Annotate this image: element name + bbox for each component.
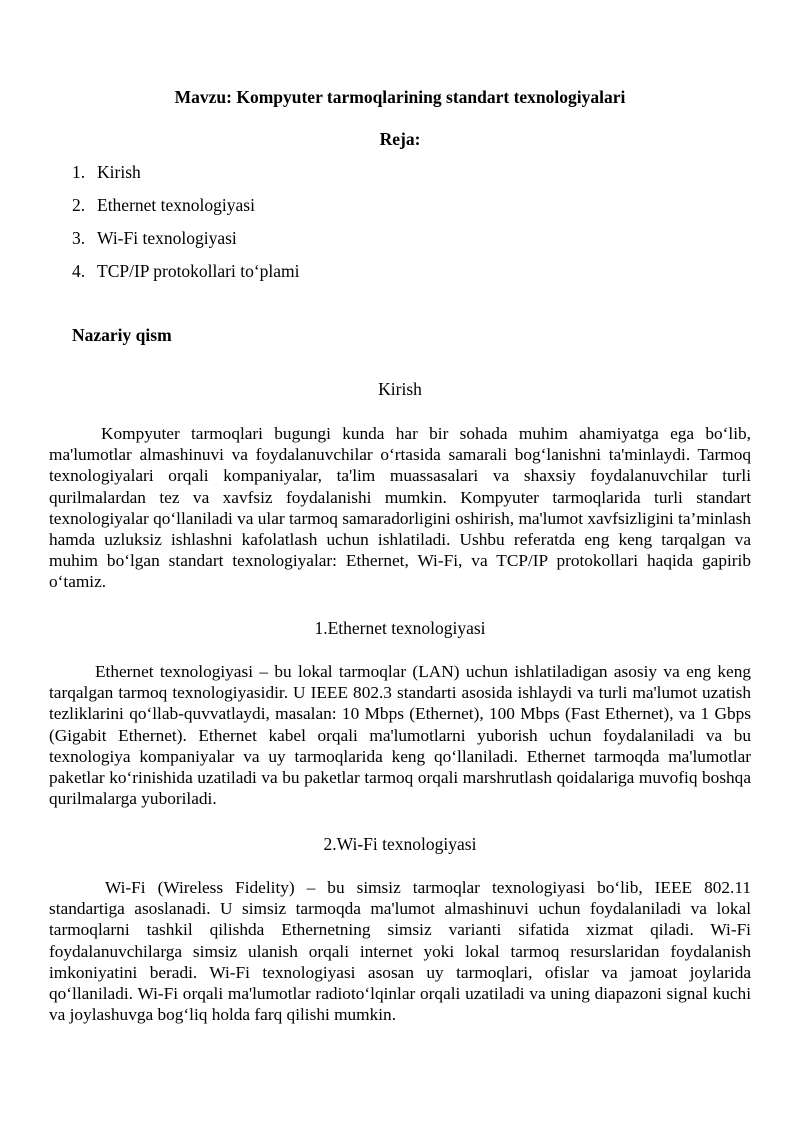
plan-item: [72, 162, 300, 195]
ethernet-heading: 1.Ethernet texnologiyasi: [314, 618, 486, 638]
wifi-paragraph: Wi-Fi (Wireless Fidelity) – bu simsiz tarmoqlar texnologiyasi bo‘lib, IEEE 802.11 standartiga asoslanadi. U simsiz tarmoqda ma'lumot almashinuvi uchun foydalaniladi va lokal tarmoqlarni tashkil qilishda Ethernetning simsiz varianti sifatida xizmat qiladi. Wi-Fi foydalanuvchilarga simsiz ulanish orqali internet yoki lokal tarmoq resurslaridan foydalanish imkoniyatini beradi. Wi-Fi texnologiyasi asosan uy tarmoqlari, ofislar va jamoat joylarida qo‘llaniladi. Wi-Fi orqali ma'lumotlar radioto‘lqinlar orqali uzatiladi va uning diapazoni signal kuchi va joylashuvga bog‘liq holda farq qilishi mumkin.: [49, 878, 751, 1025]
plan-item-number: 3.: [72, 228, 86, 248]
plan-item: [72, 261, 300, 294]
plan-heading: Reja:: [379, 129, 421, 149]
plan-item-number: 4.: [72, 261, 86, 281]
plan-list: [72, 162, 300, 294]
plan-item-number: 2.: [72, 195, 86, 215]
plan-item-label: Kirish: [97, 162, 141, 182]
plan-item-label: Wi-Fi texnologiyasi: [97, 228, 237, 248]
ethernet-paragraph: Ethernet texnologiyasi – bu lokal tarmoqlar (LAN) uchun ishlatiladigan asosiy va eng keng tarqalgan tarmoq texnologiyasidir. U IEEE 802.3 standarti asosida ishlaydi va turli ma'lumot uzatish tezliklarini qo‘llab-quvvatlaydi, masalan: 10 Mbps (Ethernet), 100 Mbps (Fast Ethernet), va 1 Gbps (Gigabit Ethernet). Ethernet kabel orqali ma'lumotlarni yuborish uchun foydalaniladi va bu texnologiya kompaniyalar va uy tarmoqlarida keng qo‘llaniladi. Ethernet tarmoqda ma'lumotlar paketlar ko‘rinishida uzatiladi va bu paketlar tarmoq orqali marshrutlash qoidalariga muvofiq boshqa qurilmalarga yuboriladi.: [49, 662, 751, 809]
document-title: Mavzu: Kompyuter tarmoqlarining standart texnologiyalari: [174, 87, 626, 107]
plan-item-label: TCP/IP protokollari to‘plami: [97, 261, 300, 281]
plan-item-number: 1.: [72, 162, 86, 182]
intro-heading: Kirish: [378, 379, 422, 399]
plan-item-label: Ethernet texnologiyasi: [97, 195, 255, 215]
wifi-heading: 2.Wi-Fi texnologiyasi: [323, 834, 477, 854]
intro-paragraph: Kompyuter tarmoqlari bugungi kunda har bir sohada muhim ahamiyatga ega bo‘lib, ma'lumotlar almashinuvi va foydalanuvchilar o‘rtasida samarali bog‘lanishni ta'minlaydi. Tarmoq texnologiyalari orqali kompaniyalar, ta'lim muassasalari va shaxsiy foydalanuvchilar turli qurilmalardan tez va xavfsiz foydalanishi mumkin. Kompyuter tarmoqlarida turli standart texnologiyalar qo‘llaniladi va ular tarmoq samaradorligini oshirish, ma'lumot xavfsizligini ta’minlash hamda uzluksiz ishlashni kafolatlash uchun ishlatiladi. Ushbu referatda eng keng tarqalgan va muhim bo‘lgan standart texnologiyalar: Ethernet, Wi-Fi, va TCP/IP protokollari haqida gapirib o‘tamiz.: [49, 424, 751, 592]
plan-item: [72, 228, 300, 261]
plan-item: [72, 195, 300, 228]
section-title: Nazariy qism: [72, 325, 172, 345]
